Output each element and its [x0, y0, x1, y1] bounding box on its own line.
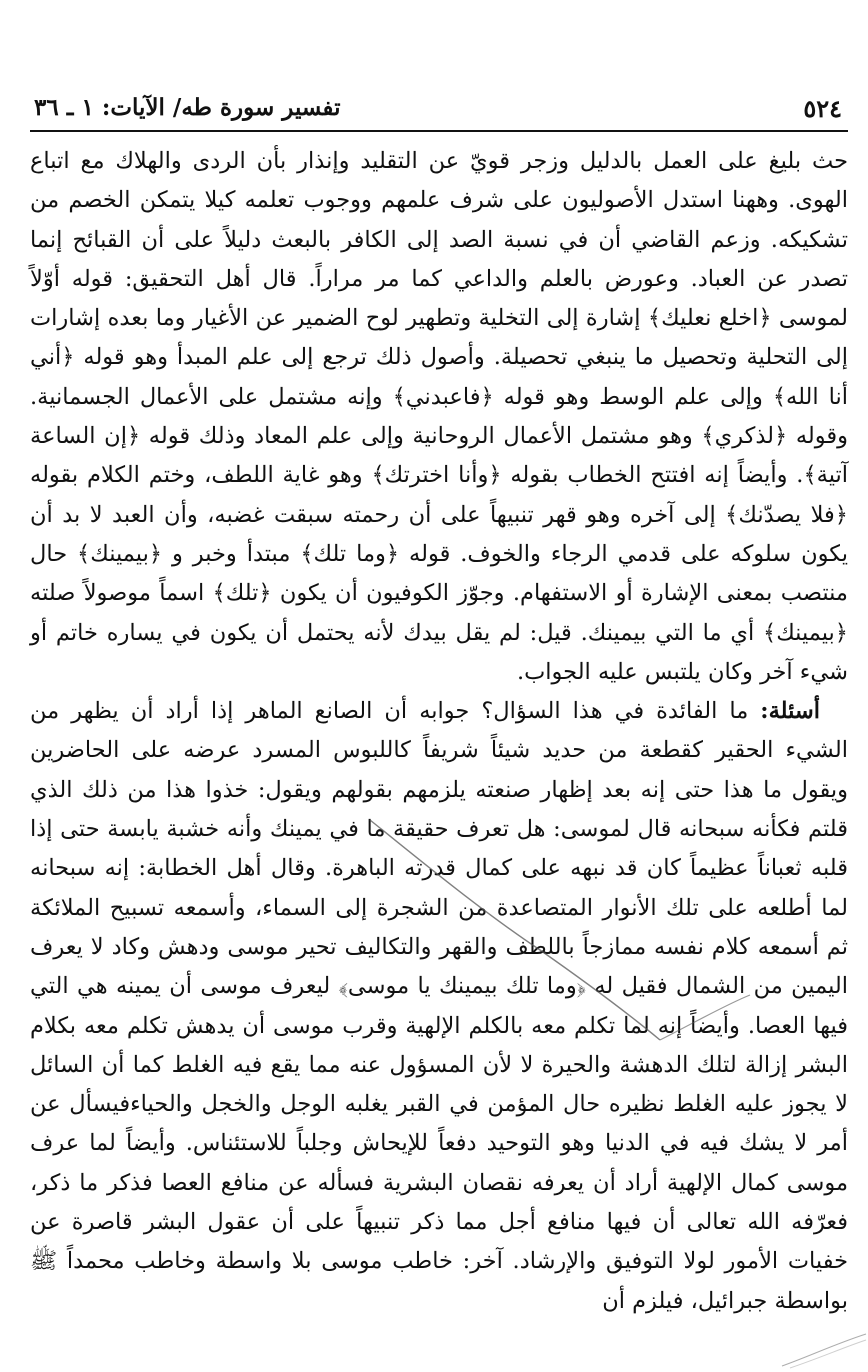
body-text	[30, 142, 848, 1321]
section-label: أسئلة:	[760, 698, 820, 725]
paragraph	[30, 692, 848, 1321]
paragraph: حث بليغ على العمل بالدليل وزجر قويّ عن التقليد وإنذار بأن الردى والهلاك مع اتباع الهوى. وههنا استدل الأصوليون على شرف علمهم ووجوب تعلمه كيلا يتمكن الخصم من تشكيكه. وزعم القاضي أن في نسبة الصد إلى الكافر بالبعث دليلاً على أن القبائح إنما تصدر عن العباد. وعورض بالعلم والداعي كما مر مراراً. قال أهل التحقيق: قوله أوّلاً لموسى ﴿اخلع نعليك﴾ إشارة إلى التخلية وتطهير لوح الضمير عن الأغيار وما بعده إشارات إلى التحلية وتحصيل ما ينبغي تحصيلة. وأصول ذلك ترجع إلى علم المبدأ وهو قوله ﴿أني أنا الله﴾ وإلى علم الوسط وهو قوله ﴿فاعبدني﴾ وإنه مشتمل على الأعمال الجسمانية. وقوله ﴿لذكري﴾ وهو مشتمل الأعمال الروحانية وإلى علم المعاد وذلك قوله ﴿إن الساعة آتية﴾. وأيضاً إنه افتتح الخطاب بقوله ﴿وأنا اخترتك﴾ وهو غاية اللطف، وختم الكلام بقوله ﴿فلا يصدّنك﴾ إلى آخره وهو قهر تنبيهاً على أن رحمته سبقت غضبه، وأن العبد لا بد أن يكون سلوكه على قدمي الرجاء والخوف. قوله ﴿وما تلك﴾ مبتدأ وخبر و ﴿بيمينك﴾ حال منتصب بمعنى الإشارة أو الاستفهام. وجوّز الكوفيون أن يكون ﴿تلك﴾ اسماً موصولاً صلته ﴿بيمينك﴾ أي ما التي بيمينك. قيل: لم يقل بيدك لأنه يحتمل أن يكون في يساره خاتم أو شيء آخر وكان يلتبس عليه الجواب.	[30, 148, 848, 685]
page-header	[30, 90, 848, 132]
page-number: ٥٢٤	[803, 94, 842, 123]
running-title: تفسير سورة طه/ الآيات: ١ ـ ٣٦	[34, 94, 341, 121]
paragraph-text: ما الفائدة في هذا السؤال؟ جوابه أن الصانع الماهر إذا أراد أن يظهر من الشيء الحقير كقطعة من حديد شيئاً شريفاً كاللبوس المسرد عرضه على الحاضرين ويقول ما هذا حتى إنه بعد إظهار صنعته يلزمهم بقولهم ويقول: خذوا هذا من ذلك الذي قلتم فكأنه سبحانه قال لموسى: هل تعرف حقيقة ما في يمينك وأنه خشبة يابسة حتى إذا قلبه ثعباناً عظيماً كان قد نبهه على كمال قدرته الباهرة. وقال أهل الخطابة: إنه سبحانه لما أطلعه على تلك الأنوار المتصاعدة من الشجرة إلى السماء، وأسمعه تسبيح الملائكة ثم أسمعه كلام نفسه ممازجاً باللطف والقهر والتكاليف تحير موسى ودهش وكاد لا يعرف اليمين من الشمال فقيل له ﴿وما تلك بيمينك يا موسى﴾ ليعرف موسى أن يمينه هي التي فيها العصا. وأيضاً إنه لما تكلم معه بالكلم الإلهية وقرب موسى أن يدهش تكلم معه بكلام البشر إزالة لتلك الدهشة والحيرة لا لأن المسؤول عنه مما يقع فيه الغلط كما أن السائل لا يجوز عليه الغلط نظيره حال المؤمن في القبر يغلبه الوجل والخجل والحياءفيسأل عن أمر لا يشك فيه في الدنيا وهو التوحيد دفعاً للإيحاش وجلباً للاستئناس. وأيضاً لما عرف موسى كمال الإلهية أراد أن يعرفه نقصان البشرية فسأله عن منافع العصا فذكر ما ذكر، فعرّفه الله تعالى أن فيها منافع أجل مما ذكر تنبيهاً على أن عقول البشر قاصرة عن خفيات الأمور لولا التوفيق والإرشاد. آخر: خاطب موسى بلا واسطة وخاطب محمداً ﷺ بواسطة جبرائيل، فيلزم أن	[30, 698, 848, 1314]
corner-mark	[780, 1330, 868, 1370]
